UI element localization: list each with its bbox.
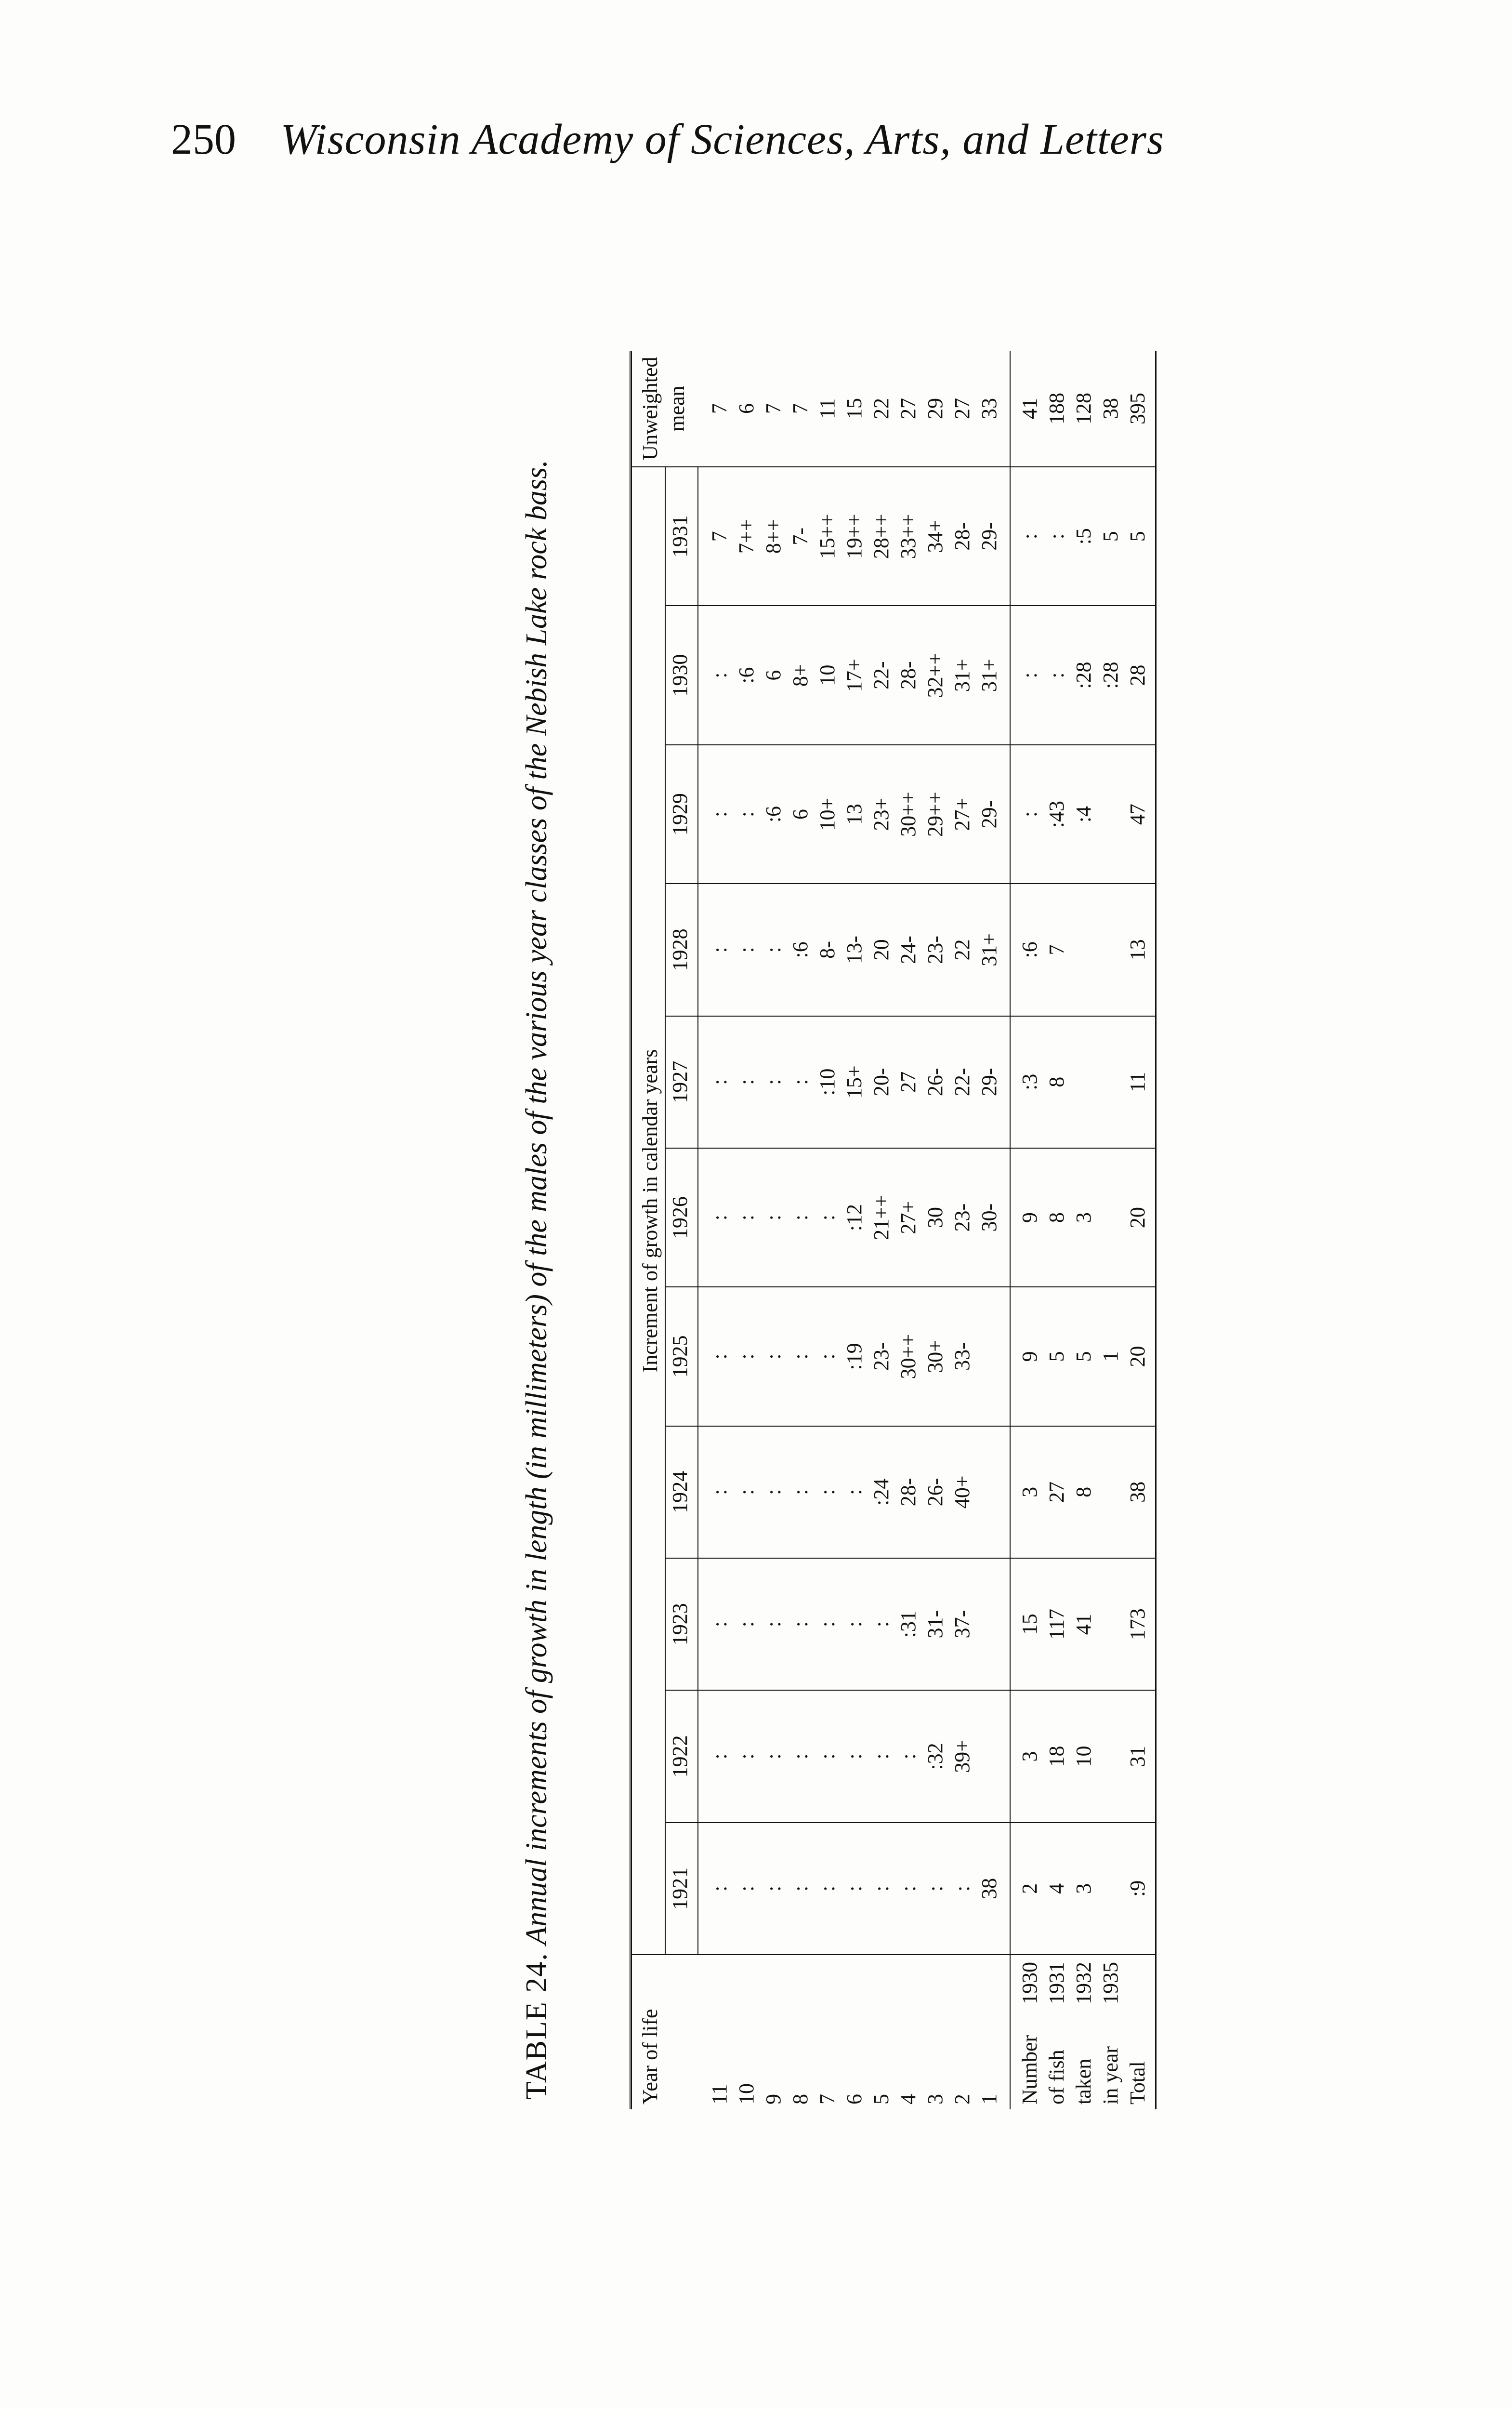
increment-cell: 21++ [868,1148,895,1287]
fish-taken-label-text: taken [1072,2058,1095,2105]
count-cell: 18 [1043,1690,1070,1822]
increment-cell: : [760,1287,787,1426]
table-caption-text: Annual increments of growth in length (in millimeters) of the males of the various year classes of the Nebish Lake rock bass. [520,460,553,1945]
increment-cell: : [787,1558,814,1690]
total-mean-cell: 395 [1124,351,1156,467]
year-column-header: 1921 [665,1823,698,1955]
increment-cell: : [841,1426,868,1558]
year-of-life-label: 9 [760,1955,787,2109]
increment-cell: 7- [787,467,814,606]
running-title: Wisconsin Academy of Sciences, Arts, and Letters [280,116,1164,163]
total-cell: 20 [1124,1287,1156,1426]
increment-cell: : [787,1426,814,1558]
increment-cell: 17+ [841,606,868,744]
year-column-header: 1930 [665,606,698,744]
year-of-life-label: 7 [814,1955,841,2109]
increment-cell: 26- [922,1016,949,1148]
increment-cell: 29- [976,745,1010,884]
count-mean-cell: 188 [1043,351,1070,467]
unweighted-mean-cell: 7 [787,351,814,467]
table-row [922,351,949,2109]
year-of-life-label: 1 [976,1955,1010,2109]
increment-cell: : [733,1690,760,1822]
growth-table [630,351,1157,2109]
year-column-header: 1928 [665,884,698,1016]
increment-cell: 28- [895,606,922,744]
increment-cell: : [814,1426,841,1558]
count-cell: : [1010,606,1043,744]
year-column-header: 1931 [665,467,698,606]
increment-cell: 23- [868,1287,895,1426]
increment-cell: 37- [949,1558,976,1690]
increment-cell: 39+ [949,1690,976,1822]
increment-cell: 6 [787,745,814,884]
year-column-header: 1924 [665,1426,698,1558]
total-cell: :9 [1124,1823,1156,1955]
increment-cell: 33++ [895,467,922,606]
increment-cell: : [698,884,733,1016]
count-mean-cell: 38 [1097,351,1124,467]
increment-cell: 22 [949,884,976,1016]
unweighted-mean-header: Unweighted mean [631,351,698,467]
count-cell: 8 [1070,1426,1097,1558]
count-cell [1097,1823,1124,1955]
increment-cell: 30++ [895,745,922,884]
increment-cell: 28- [895,1426,922,1558]
increment-cell: 15+ [841,1016,868,1148]
page-number: 250 [171,116,236,163]
increment-cell: 27 [895,1016,922,1148]
increment-cell: 30 [922,1148,949,1287]
fish-taken-label [1097,1955,1124,2109]
count-cell: 4 [1045,1883,1068,1894]
increment-cell: 38 [977,1878,1001,1899]
count-cell: 7 [1043,884,1070,1016]
increment-cell: : [733,1148,760,1287]
fish-taken-year: 1931 [1045,1962,1068,2004]
year-of-life-label: 11 [698,1955,733,2109]
fish-taken-year: 1932 [1072,1962,1095,2004]
increment-cell: 31+ [976,606,1010,744]
increment-cell: 27+ [895,1148,922,1287]
increment-cell: 27+ [949,745,976,884]
table-row [698,351,733,2109]
count-cell: :6 [1010,884,1043,1016]
increment-cell: : [698,1287,733,1426]
count-cell [1070,1016,1097,1148]
increment-cell: : [787,1016,814,1148]
count-cell: :43 [1043,745,1070,884]
increment-cell: 20 [868,884,895,1016]
increment-cell: : [698,1016,733,1148]
increment-cell: 30- [976,1148,1010,1287]
increment-cell: 22- [949,1016,976,1148]
count-cell [1097,1690,1124,1822]
total-cell: 5 [1124,467,1156,606]
total-cell: 28 [1124,606,1156,744]
unweighted-mean-cell: 33 [976,351,1010,467]
count-cell: 8 [1043,1016,1070,1148]
table-row [787,351,814,2109]
count-cell [1097,1426,1124,1558]
year-column-header: 1925 [665,1287,698,1426]
count-cell: : [1043,606,1070,744]
increment-cell: 26- [922,1426,949,1558]
increment-cell: 13- [841,884,868,1016]
increment-cell: : [698,745,733,884]
increment-cell: : [950,1885,974,1892]
year-of-life-label: 8 [787,1955,814,2109]
count-cell [1097,1558,1124,1690]
table-body [698,351,1156,2109]
increment-cell: : [698,1148,733,1287]
table-row [1043,351,1070,2109]
unweighted-mean-cell: 15 [841,351,868,467]
unweighted-mean-cell: 7 [698,351,733,467]
increment-cell: : [760,1426,787,1558]
increment-cell: 40+ [949,1426,976,1558]
count-mean-cell: 41 [1010,351,1043,467]
increment-cell: : [923,1885,947,1892]
increment-cell: : [841,1690,868,1822]
count-cell: 5 [1070,1287,1097,1426]
increment-cell: : [787,1287,814,1426]
fish-taken-year: 1930 [1018,1962,1041,2004]
year-of-life-label: 4 [895,1955,922,2109]
increment-cell: 23+ [868,745,895,884]
increment-cell: :6 [733,606,760,744]
total-cell: 47 [1124,745,1156,884]
fish-taken-label-text: Number [1018,2035,1041,2105]
fish-taken-year: 1935 [1099,1962,1122,2004]
increment-cell: :19 [841,1287,868,1426]
table-row [1070,351,1097,2109]
increment-cell: 13 [841,745,868,884]
table-row [733,351,760,2109]
increment-cell: : [760,1558,787,1690]
increment-cell: :10 [814,1016,841,1148]
increment-cell: 29++ [922,745,949,884]
total-cell: 20 [1124,1148,1156,1287]
count-cell [1097,1148,1124,1287]
increment-group-header: Increment of growth in calendar years [631,467,666,1955]
increment-cell: 15++ [814,467,841,606]
unweighted-mean-cell: 7 [760,351,787,467]
count-cell: : [1043,467,1070,606]
increment-cell: :32 [922,1690,949,1822]
fish-taken-label [1070,1955,1097,2109]
increment-cell: : [760,1016,787,1148]
count-cell: 1 [1097,1287,1124,1426]
fish-taken-label [1010,1955,1043,2109]
table-row [1010,351,1043,2109]
year-of-life-header: Year of life [631,1955,698,2109]
count-cell: 27 [1043,1426,1070,1558]
year-column-header: 1923 [665,1558,698,1690]
increment-cell: : [814,1148,841,1287]
count-cell: 8 [1043,1148,1070,1287]
increment-cell: : [733,1287,760,1426]
table-head [631,351,698,2109]
total-cell: 38 [1124,1426,1156,1558]
increment-cell: : [762,1885,785,1892]
table-number: TABLE 24. [520,1952,553,2100]
increment-cell: : [787,1148,814,1287]
page-header [171,115,1327,164]
increment-cell: : [869,1885,893,1892]
increment-cell: 7 [698,467,733,606]
fish-taken-label-text: in year [1099,2046,1122,2105]
table-row [949,351,976,2109]
total-cell: 31 [1124,1690,1156,1822]
increment-cell: 31- [922,1558,949,1690]
increment-cell: 31+ [949,606,976,744]
year-column-header: 1929 [665,745,698,884]
increment-cell: :31 [895,1558,922,1690]
count-cell: : [1010,467,1043,606]
increment-cell: 23- [949,1148,976,1287]
increment-cell: 22- [868,606,895,744]
increment-cell: 8- [814,884,841,1016]
count-cell: 9 [1010,1148,1043,1287]
year-of-life-label: 2 [949,1955,976,2109]
increment-cell: : [895,1690,922,1822]
increment-cell: 6 [760,606,787,744]
rotated-table-block [513,351,1197,2109]
count-cell: :28 [1070,606,1097,744]
increment-cell: 29- [976,1016,1010,1148]
increment-cell [976,1287,1010,1426]
increment-cell: 7++ [733,467,760,606]
total-cell: 173 [1124,1558,1156,1690]
increment-cell: : [735,1885,758,1892]
year-column-header: 1926 [665,1148,698,1287]
unweighted-mean-cell: 6 [733,351,760,467]
table-row [868,351,895,2109]
unweighted-mean-cell: 27 [949,351,976,467]
increment-cell: : [733,1016,760,1148]
increment-cell: :6 [760,745,787,884]
fish-taken-label [1043,1955,1070,2109]
fish-taken-label-text: of fish [1045,2050,1068,2105]
table-row [841,351,868,2109]
increment-cell: :24 [868,1426,895,1558]
count-cell: 41 [1070,1558,1097,1690]
increment-cell: 20- [868,1016,895,1148]
increment-cell: : [733,1426,760,1558]
increment-cell: : [841,1558,868,1690]
count-cell: :3 [1010,1016,1043,1148]
increment-cell: : [842,1885,866,1892]
year-of-life-label: 5 [868,1955,895,2109]
increment-cell: : [760,884,787,1016]
increment-cell: : [733,884,760,1016]
increment-cell: : [760,1148,787,1287]
table-row [895,351,922,2109]
count-cell [1097,1016,1124,1148]
count-cell: 3 [1010,1426,1043,1558]
unweighted-mean-cell: 22 [868,351,895,467]
count-cell: 3 [1010,1690,1043,1822]
increment-cell: 32++ [922,606,949,744]
increment-cell: 31+ [976,884,1010,1016]
increment-cell: : [868,1558,895,1690]
total-label: Total [1124,1955,1156,2109]
increment-cell: 30++ [895,1287,922,1426]
increment-cell: 34+ [922,467,949,606]
increment-cell: : [733,745,760,884]
unweighted-mean-cell: 29 [922,351,949,467]
year-of-life-label: 6 [841,1955,868,2109]
increment-cell: : [787,1690,814,1822]
unweighted-mean-cell: 27 [895,351,922,467]
year-of-life-label: 3 [922,1955,949,2109]
count-cell: 3 [1072,1883,1095,1894]
increment-cell: 23- [922,884,949,1016]
increment-cell: : [789,1885,812,1892]
increment-cell: 8++ [760,467,787,606]
total-cell: 11 [1124,1016,1156,1148]
increment-cell: : [814,1690,841,1822]
year-column-header: 1927 [665,1016,698,1148]
increment-cell: 28++ [868,467,895,606]
count-cell: 2 [1010,1823,1043,1955]
increment-cell: : [760,1690,787,1822]
count-mean-cell: 128 [1070,351,1097,467]
table-row [1097,351,1124,2109]
count-cell: 10 [1070,1690,1097,1822]
increment-cell: 30+ [922,1287,949,1426]
count-cell: :5 [1070,467,1097,606]
year-of-life-label: 10 [733,1955,760,2109]
count-cell: 3 [1070,1148,1097,1287]
table-row [976,351,1010,2109]
increment-cell: : [896,1885,920,1892]
count-cell [1097,884,1124,1016]
table-caption [513,351,607,2109]
count-cell: 15 [1010,1558,1043,1690]
increment-cell: : [814,1287,841,1426]
increment-cell: :6 [787,884,814,1016]
count-cell: 5 [1097,467,1124,606]
count-cell: :28 [1097,606,1124,744]
increment-cell: : [815,1885,839,1892]
increment-cell: : [708,1885,731,1892]
increment-cell: 29- [976,467,1010,606]
increment-cell: 10 [814,606,841,744]
unweighted-mean-cell: 11 [814,351,841,467]
count-cell: 9 [1010,1287,1043,1426]
increment-cell: 10+ [814,745,841,884]
year-column-header: 1922 [665,1690,698,1822]
count-cell: 5 [1043,1287,1070,1426]
increment-cell: : [814,1558,841,1690]
increment-cell [976,1426,1010,1558]
increment-cell: 19++ [841,467,868,606]
increment-cell: : [698,1426,733,1558]
increment-cell: 28- [949,467,976,606]
increment-cell: : [868,1690,895,1822]
count-cell: : [1010,745,1043,884]
increment-cell: : [698,1690,733,1822]
increment-cell: 24- [895,884,922,1016]
increment-cell: : [698,606,733,744]
table-row [814,351,841,2109]
total-cell: 13 [1124,884,1156,1016]
count-cell [1070,884,1097,1016]
increment-cell: 33- [949,1287,976,1426]
increment-cell: 8+ [787,606,814,744]
count-cell: 117 [1043,1558,1070,1690]
increment-cell [976,1690,1010,1822]
table-row [1124,351,1156,2109]
count-cell: :4 [1070,745,1097,884]
increment-cell: : [733,1558,760,1690]
increment-cell: :12 [841,1148,868,1287]
table-row [760,351,787,2109]
count-cell [1097,745,1124,884]
increment-cell: : [698,1558,733,1690]
increment-cell [976,1558,1010,1690]
